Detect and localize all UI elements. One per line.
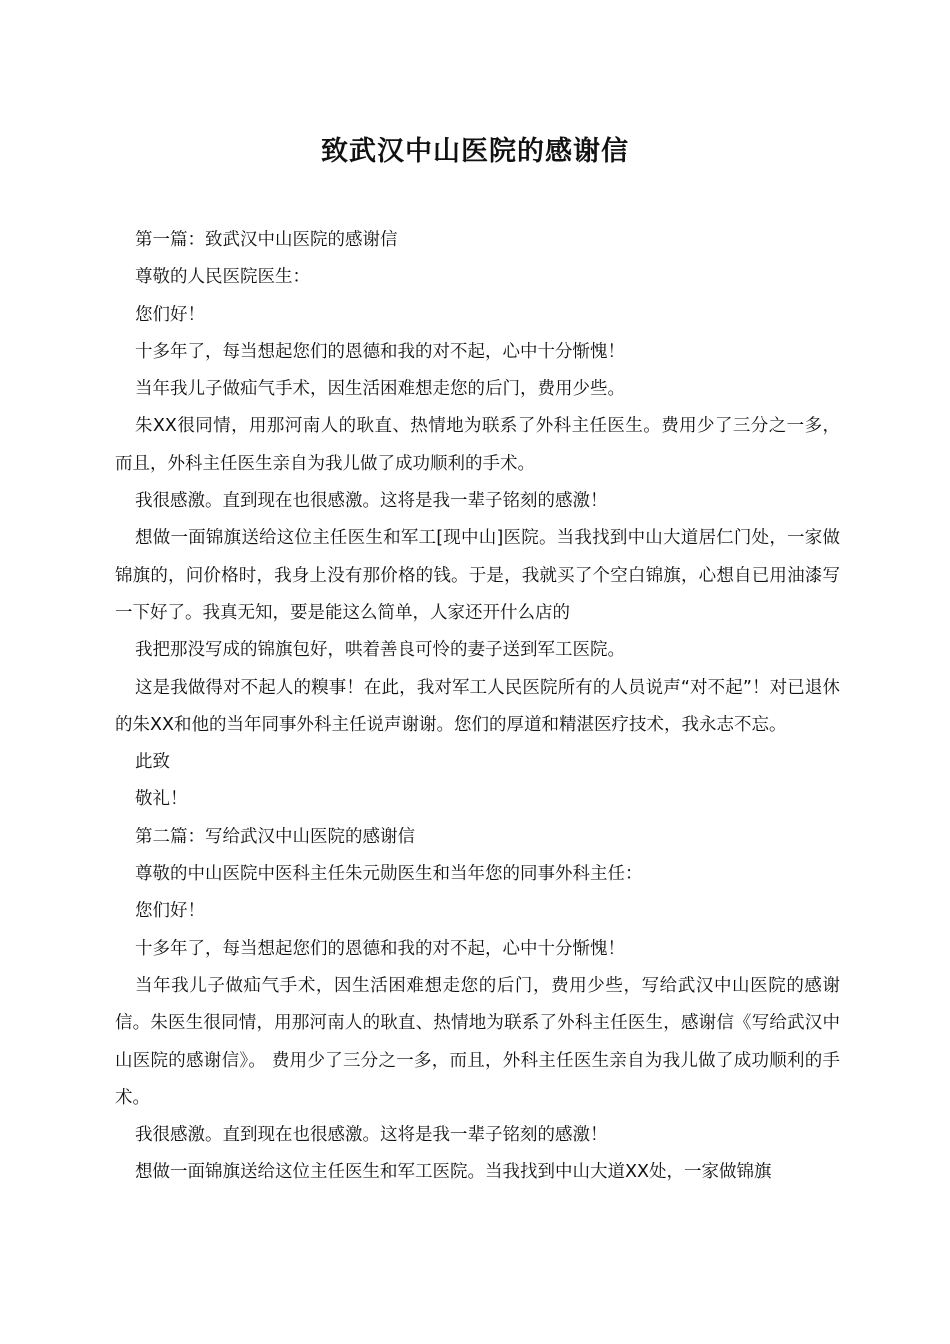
paragraph: 尊敬的人民医院医生： — [135, 267, 310, 288]
paragraph: 十多年了，每当想起您们的恩德和我的对不起，心中十分惭愧！ — [135, 341, 625, 362]
paragraph: 您们好！ — [135, 901, 205, 922]
paragraph: 第一篇：致武汉中山医院的感谢信 — [135, 230, 398, 250]
paragraph: 我很感激。直到现在也很感激。这将是我一辈子铭刻的感激！ — [135, 491, 608, 512]
document-title: 致武汉中山医院的感谢信 — [321, 136, 629, 167]
paragraph: 想做一面锦旗送给这位主任医生和军工医院。当我找到中山大道XX处，一家做锦旗 — [135, 1162, 772, 1183]
paragraph: 尊敬的中山医院中医科主任朱元勋医生和当年您的同事外科主任： — [135, 864, 643, 885]
paragraph: 我把那没写成的锦旗包好，哄着善良可怜的妻子送到军工医院。 — [135, 640, 625, 661]
document-body — [115, 222, 840, 1192]
paragraph: 想做一面锦旗送给这位主任医生和军工[现中山]医院。当我找到中山大道居仁门处，一家做锦旗的，问价格时，我身上没有那价格的钱。于是，我就买了个空白锦旗，心想自已用油漆写一下好了。我真无知，要是能这么简单，人家还开什么店的 — [115, 528, 840, 623]
paragraph: 当年我儿子做疝气手术，因生活困难想走您的后门，费用少些，写给武汉中山医院的感谢信。朱医生很同情，用那河南人的耿直、热情地为联系了外科主任医生，感谢信《写给武汉中山医院的感谢信》。 费用少了三分之一多，而且，外科主任医生亲自为我儿做了成功顺利的手术。 — [115, 975, 840, 1108]
paragraph: 十多年了，每当想起您们的恩德和我的对不起，心中十分惭愧！ — [135, 938, 625, 959]
paragraph: 我很感激。直到现在也很感激。这将是我一辈子铭刻的感激！ — [135, 1125, 608, 1146]
paragraph: 您们好！ — [135, 304, 205, 325]
paragraph: 朱XX很同情，用那河南人的耿直、热情地为联系了外科主任医生。费用少了三分之一多，而且，外科主任医生亲自为我儿做了成功顺利的手术。 — [115, 416, 840, 474]
paragraph: 第二篇：写给武汉中山医院的感谢信 — [135, 826, 415, 847]
paragraph: 这是我做得对不起人的糗事！在此，我对军工人民医院所有的人员说声“对不起”！对已退休的朱XX和他的当年同事外科主任说声谢谢。您们的厚道和精湛医疗技术，我永志不忘。 — [115, 677, 840, 735]
paragraph: 此致 — [135, 752, 170, 773]
paragraph: 当年我儿子做疝气手术，因生活困难想走您的后门，费用少些。 — [135, 379, 625, 400]
paragraph: 敬礼！ — [135, 789, 188, 810]
